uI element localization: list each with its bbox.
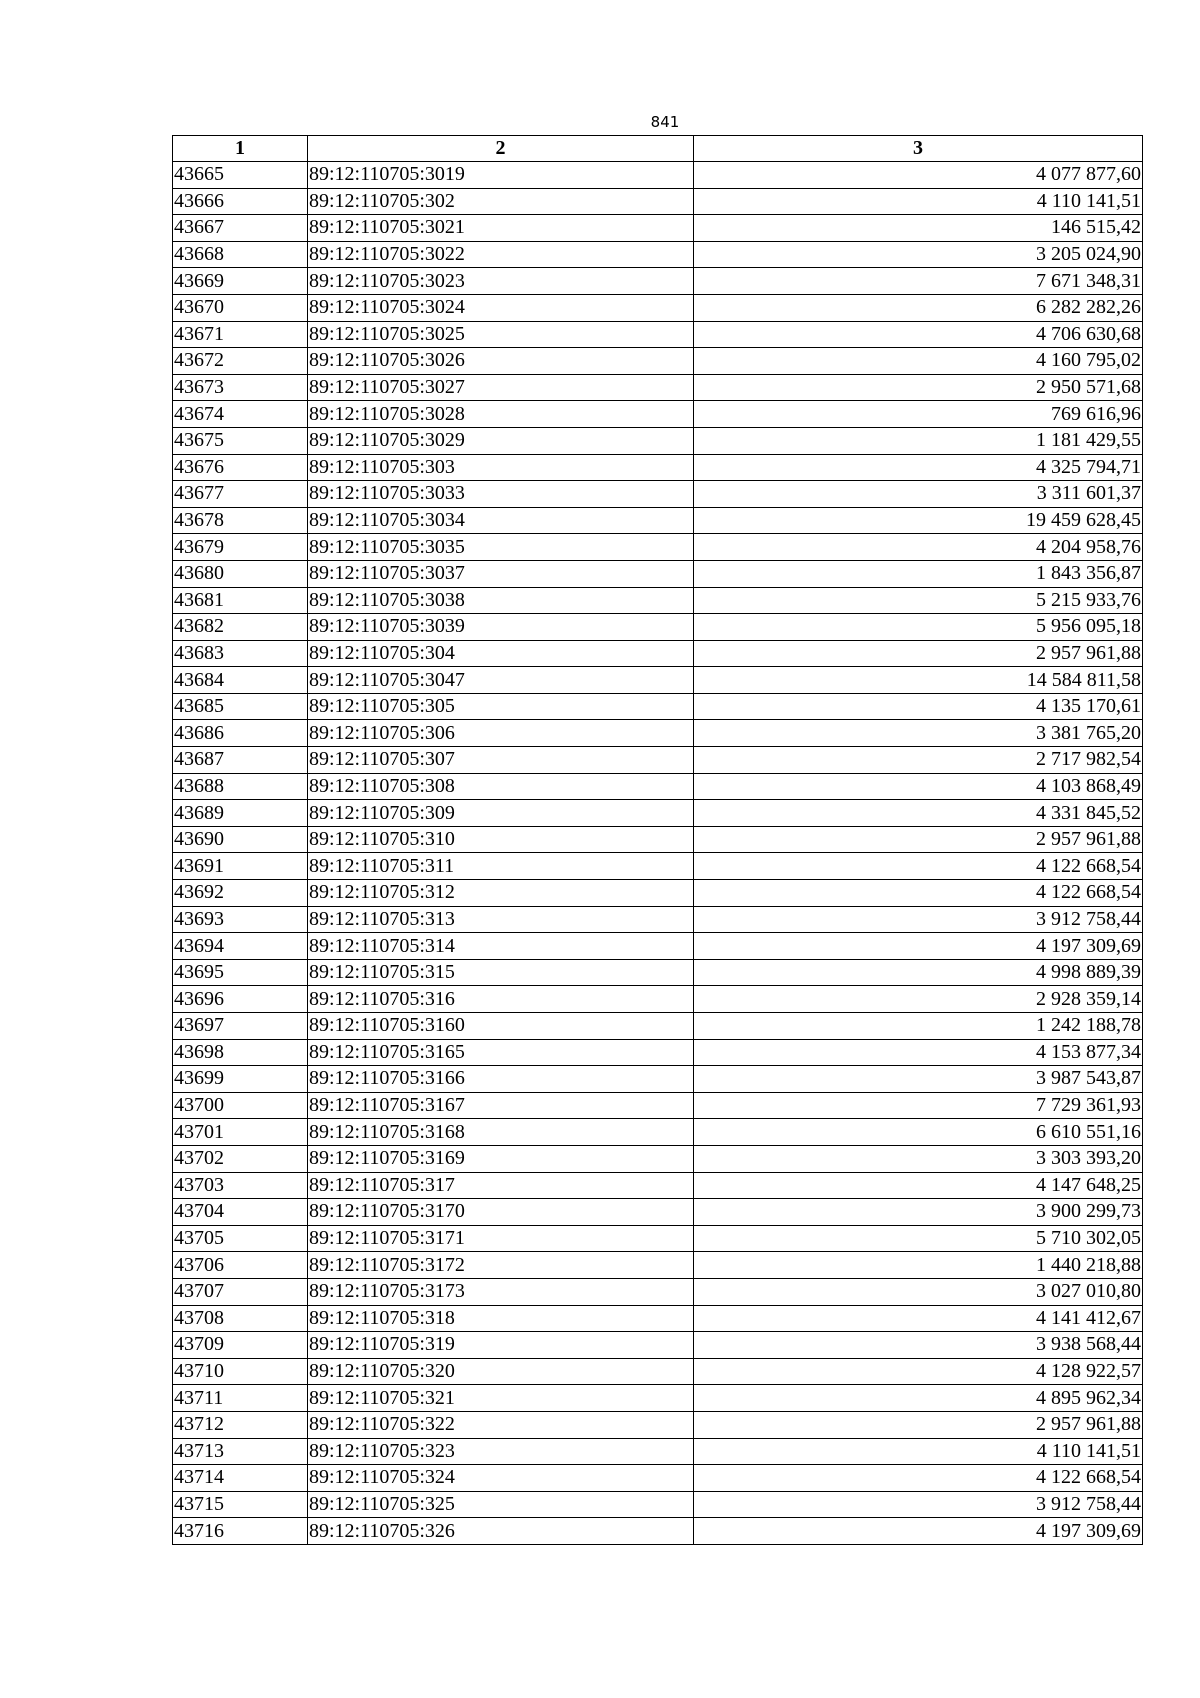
cadastral-value-cell: 4 122 668,54: [694, 853, 1143, 880]
row-number-cell: 43712: [173, 1411, 308, 1438]
table-row: [173, 667, 1143, 694]
table-row: [173, 773, 1143, 800]
table-row: [173, 720, 1143, 747]
cadastral-number-cell: 89:12:110705:310: [308, 826, 694, 853]
cadastral-number-cell: 89:12:110705:3168: [308, 1119, 694, 1146]
cadastral-value-cell: 3 912 758,44: [694, 906, 1143, 933]
row-number-cell: 43670: [173, 294, 308, 321]
row-number-cell: 43682: [173, 614, 308, 641]
cadastral-number-cell: 89:12:110705:314: [308, 933, 694, 960]
table-header-row: [173, 136, 1143, 162]
table-row: [173, 826, 1143, 853]
cadastral-number-cell: 89:12:110705:3025: [308, 321, 694, 348]
table-row: [173, 1305, 1143, 1332]
table-row: [173, 162, 1143, 189]
cadastral-number-cell: 89:12:110705:3165: [308, 1039, 694, 1066]
cadastral-value-cell: 4 160 795,02: [694, 348, 1143, 375]
cadastral-value-cell: 3 205 024,90: [694, 241, 1143, 268]
cadastral-value-cell: 2 928 359,14: [694, 986, 1143, 1013]
cadastral-value-cell: 4 895 962,34: [694, 1385, 1143, 1412]
table-row: [173, 534, 1143, 561]
cadastral-number-cell: 89:12:110705:3166: [308, 1066, 694, 1093]
row-number-cell: 43707: [173, 1278, 308, 1305]
cadastral-number-cell: 89:12:110705:3028: [308, 401, 694, 428]
cadastral-number-cell: 89:12:110705:326: [308, 1518, 694, 1545]
table-row: [173, 1278, 1143, 1305]
cadastral-value-cell: 14 584 811,58: [694, 667, 1143, 694]
cadastral-value-cell: 769 616,96: [694, 401, 1143, 428]
cadastral-number-cell: 89:12:110705:323: [308, 1438, 694, 1465]
cadastral-value-cell: 4 204 958,76: [694, 534, 1143, 561]
cadastral-value-cell: 1 843 356,87: [694, 560, 1143, 587]
cadastral-number-cell: 89:12:110705:3019: [308, 162, 694, 189]
table-row: [173, 693, 1143, 720]
table-row: [173, 401, 1143, 428]
cadastral-value-cell: 4 331 845,52: [694, 800, 1143, 827]
table-row: [173, 933, 1143, 960]
table-row: [173, 640, 1143, 667]
cadastral-number-cell: 89:12:110705:3171: [308, 1225, 694, 1252]
row-number-cell: 43709: [173, 1332, 308, 1359]
row-number-cell: 43674: [173, 401, 308, 428]
row-number-cell: 43703: [173, 1172, 308, 1199]
cadastral-number-cell: 89:12:110705:317: [308, 1172, 694, 1199]
cadastral-value-cell: 19 459 628,45: [694, 507, 1143, 534]
cadastral-value-cell: 1 181 429,55: [694, 427, 1143, 454]
cadastral-number-cell: 89:12:110705:320: [308, 1358, 694, 1385]
row-number-cell: 43711: [173, 1385, 308, 1412]
cadastral-number-cell: 89:12:110705:311: [308, 853, 694, 880]
cadastral-number-cell: 89:12:110705:306: [308, 720, 694, 747]
row-number-cell: 43684: [173, 667, 308, 694]
cadastral-number-cell: 89:12:110705:3037: [308, 560, 694, 587]
row-number-cell: 43665: [173, 162, 308, 189]
cadastral-number-cell: 89:12:110705:3170: [308, 1199, 694, 1226]
row-number-cell: 43667: [173, 215, 308, 242]
cadastral-number-cell: 89:12:110705:315: [308, 959, 694, 986]
row-number-cell: 43715: [173, 1491, 308, 1518]
cadastral-number-cell: 89:12:110705:305: [308, 693, 694, 720]
table-row: [173, 1172, 1143, 1199]
cadastral-number-cell: 89:12:110705:3169: [308, 1145, 694, 1172]
cadastral-value-cell: 3 303 393,20: [694, 1145, 1143, 1172]
table-row: [173, 747, 1143, 774]
row-number-cell: 43676: [173, 454, 308, 481]
cadastral-value-cell: 5 710 302,05: [694, 1225, 1143, 1252]
cadastral-value-cell: 2 957 961,88: [694, 1411, 1143, 1438]
row-number-cell: 43679: [173, 534, 308, 561]
cadastral-value-cell: 4 103 868,49: [694, 773, 1143, 800]
table-row: [173, 241, 1143, 268]
cadastral-number-cell: 89:12:110705:3024: [308, 294, 694, 321]
cadastral-number-cell: 89:12:110705:3047: [308, 667, 694, 694]
cadastral-number-cell: 89:12:110705:3021: [308, 215, 694, 242]
table-row: [173, 1199, 1143, 1226]
table-row: [173, 1465, 1143, 1492]
cadastral-value-cell: 3 987 543,87: [694, 1066, 1143, 1093]
cadastral-number-cell: 89:12:110705:303: [308, 454, 694, 481]
table-row: [173, 853, 1143, 880]
cadastral-value-cell: 7 671 348,31: [694, 268, 1143, 295]
table-row: [173, 587, 1143, 614]
cadastral-value-cell: 4 122 668,54: [694, 880, 1143, 907]
cadastral-number-cell: 89:12:110705:3167: [308, 1092, 694, 1119]
cadastral-number-cell: 89:12:110705:3160: [308, 1013, 694, 1040]
cadastral-number-cell: 89:12:110705:319: [308, 1332, 694, 1359]
table-row: [173, 1411, 1143, 1438]
page-number: 841: [650, 113, 680, 131]
cadastral-number-cell: 89:12:110705:316: [308, 986, 694, 1013]
cadastral-value-cell: 7 729 361,93: [694, 1092, 1143, 1119]
table-row: [173, 986, 1143, 1013]
cadastral-number-cell: 89:12:110705:3027: [308, 374, 694, 401]
table-row: [173, 1438, 1143, 1465]
cadastral-value-cell: 6 282 282,26: [694, 294, 1143, 321]
row-number-cell: 43673: [173, 374, 308, 401]
cadastral-value-cell: 4 141 412,67: [694, 1305, 1143, 1332]
cadastral-value-cell: 4 110 141,51: [694, 188, 1143, 215]
cadastral-value-cell: 4 135 170,61: [694, 693, 1143, 720]
row-number-cell: 43686: [173, 720, 308, 747]
cadastral-value-table: [172, 135, 1143, 1545]
table-row: [173, 1225, 1143, 1252]
cadastral-number-cell: 89:12:110705:304: [308, 640, 694, 667]
cadastral-value-cell: 3 381 765,20: [694, 720, 1143, 747]
row-number-cell: 43669: [173, 268, 308, 295]
column-header-3: 3: [694, 136, 1143, 162]
table-row: [173, 454, 1143, 481]
cadastral-value-cell: 6 610 551,16: [694, 1119, 1143, 1146]
row-number-cell: 43666: [173, 188, 308, 215]
cadastral-value-cell: 2 950 571,68: [694, 374, 1143, 401]
cadastral-number-cell: 89:12:110705:3033: [308, 481, 694, 508]
table-row: [173, 1385, 1143, 1412]
cadastral-value-cell: 3 027 010,80: [694, 1278, 1143, 1305]
cadastral-number-cell: 89:12:110705:307: [308, 747, 694, 774]
table-row: [173, 188, 1143, 215]
table-row: [173, 427, 1143, 454]
row-number-cell: 43716: [173, 1518, 308, 1545]
table-row: [173, 614, 1143, 641]
row-number-cell: 43677: [173, 481, 308, 508]
row-number-cell: 43701: [173, 1119, 308, 1146]
cadastral-number-cell: 89:12:110705:325: [308, 1491, 694, 1518]
row-number-cell: 43704: [173, 1199, 308, 1226]
row-number-cell: 43710: [173, 1358, 308, 1385]
table-row: [173, 1518, 1143, 1545]
row-number-cell: 43681: [173, 587, 308, 614]
table-row: [173, 268, 1143, 295]
table-row: [173, 321, 1143, 348]
cadastral-value-cell: 4 122 668,54: [694, 1465, 1143, 1492]
row-number-cell: 43672: [173, 348, 308, 375]
cadastral-number-cell: 89:12:110705:3035: [308, 534, 694, 561]
row-number-cell: 43688: [173, 773, 308, 800]
row-number-cell: 43699: [173, 1066, 308, 1093]
row-number-cell: 43695: [173, 959, 308, 986]
row-number-cell: 43705: [173, 1225, 308, 1252]
column-header-1: 1: [173, 136, 308, 162]
row-number-cell: 43713: [173, 1438, 308, 1465]
cadastral-value-cell: 4 197 309,69: [694, 933, 1143, 960]
cadastral-number-cell: 89:12:110705:309: [308, 800, 694, 827]
table-row: [173, 800, 1143, 827]
cadastral-number-cell: 89:12:110705:312: [308, 880, 694, 907]
row-number-cell: 43714: [173, 1465, 308, 1492]
row-number-cell: 43668: [173, 241, 308, 268]
cadastral-value-cell: 5 215 933,76: [694, 587, 1143, 614]
row-number-cell: 43693: [173, 906, 308, 933]
cadastral-value-cell: 2 957 961,88: [694, 640, 1143, 667]
row-number-cell: 43706: [173, 1252, 308, 1279]
cadastral-number-cell: 89:12:110705:3172: [308, 1252, 694, 1279]
cadastral-number-cell: 89:12:110705:318: [308, 1305, 694, 1332]
cadastral-number-cell: 89:12:110705:302: [308, 188, 694, 215]
cadastral-number-cell: 89:12:110705:3034: [308, 507, 694, 534]
cadastral-value-cell: 4 077 877,60: [694, 162, 1143, 189]
cadastral-value-cell: 4 197 309,69: [694, 1518, 1143, 1545]
cadastral-value-cell: 3 900 299,73: [694, 1199, 1143, 1226]
table-row: [173, 906, 1143, 933]
cadastral-number-cell: 89:12:110705:3026: [308, 348, 694, 375]
cadastral-number-cell: 89:12:110705:3022: [308, 241, 694, 268]
cadastral-number-cell: 89:12:110705:3039: [308, 614, 694, 641]
cadastral-value-cell: 4 128 922,57: [694, 1358, 1143, 1385]
table-row: [173, 959, 1143, 986]
cadastral-value-cell: 4 325 794,71: [694, 454, 1143, 481]
row-number-cell: 43675: [173, 427, 308, 454]
table-row: [173, 880, 1143, 907]
row-number-cell: 43694: [173, 933, 308, 960]
row-number-cell: 43683: [173, 640, 308, 667]
table-row: [173, 1252, 1143, 1279]
table-row: [173, 1092, 1143, 1119]
table-row: [173, 1066, 1143, 1093]
cadastral-number-cell: 89:12:110705:322: [308, 1411, 694, 1438]
row-number-cell: 43697: [173, 1013, 308, 1040]
cadastral-value-cell: 3 912 758,44: [694, 1491, 1143, 1518]
table-row: [173, 348, 1143, 375]
cadastral-number-cell: 89:12:110705:313: [308, 906, 694, 933]
table-row: [173, 1145, 1143, 1172]
table-row: [173, 1119, 1143, 1146]
cadastral-value-cell: 2 717 982,54: [694, 747, 1143, 774]
row-number-cell: 43689: [173, 800, 308, 827]
cadastral-value-cell: 4 706 630,68: [694, 321, 1143, 348]
cadastral-number-cell: 89:12:110705:3029: [308, 427, 694, 454]
row-number-cell: 43685: [173, 693, 308, 720]
cadastral-value-cell: 3 311 601,37: [694, 481, 1143, 508]
cadastral-number-cell: 89:12:110705:3023: [308, 268, 694, 295]
row-number-cell: 43698: [173, 1039, 308, 1066]
column-header-2: 2: [308, 136, 694, 162]
row-number-cell: 43687: [173, 747, 308, 774]
cadastral-value-cell: 1 242 188,78: [694, 1013, 1143, 1040]
cadastral-value-cell: 146 515,42: [694, 215, 1143, 242]
table-row: [173, 215, 1143, 242]
cadastral-value-cell: 1 440 218,88: [694, 1252, 1143, 1279]
row-number-cell: 43692: [173, 880, 308, 907]
row-number-cell: 43696: [173, 986, 308, 1013]
cadastral-value-cell: 3 938 568,44: [694, 1332, 1143, 1359]
table-row: [173, 1358, 1143, 1385]
cadastral-number-cell: 89:12:110705:321: [308, 1385, 694, 1412]
cadastral-value-cell: 5 956 095,18: [694, 614, 1143, 641]
cadastral-number-cell: 89:12:110705:324: [308, 1465, 694, 1492]
cadastral-number-cell: 89:12:110705:308: [308, 773, 694, 800]
cadastral-value-cell: 4 110 141,51: [694, 1438, 1143, 1465]
table-row: [173, 374, 1143, 401]
row-number-cell: 43700: [173, 1092, 308, 1119]
cadastral-number-cell: 89:12:110705:3173: [308, 1278, 694, 1305]
row-number-cell: 43690: [173, 826, 308, 853]
table-row: [173, 1491, 1143, 1518]
table-row: [173, 1039, 1143, 1066]
cadastral-value-cell: 2 957 961,88: [694, 826, 1143, 853]
cadastral-value-cell: 4 153 877,34: [694, 1039, 1143, 1066]
table-row: [173, 481, 1143, 508]
row-number-cell: 43671: [173, 321, 308, 348]
table-row: [173, 1332, 1143, 1359]
row-number-cell: 43702: [173, 1145, 308, 1172]
table-row: [173, 1013, 1143, 1040]
table-body: [173, 162, 1143, 1545]
row-number-cell: 43708: [173, 1305, 308, 1332]
table-row: [173, 560, 1143, 587]
cadastral-value-cell: 4 998 889,39: [694, 959, 1143, 986]
cadastral-number-cell: 89:12:110705:3038: [308, 587, 694, 614]
row-number-cell: 43680: [173, 560, 308, 587]
row-number-cell: 43678: [173, 507, 308, 534]
cadastral-value-cell: 4 147 648,25: [694, 1172, 1143, 1199]
row-number-cell: 43691: [173, 853, 308, 880]
table-row: [173, 507, 1143, 534]
table-row: [173, 294, 1143, 321]
